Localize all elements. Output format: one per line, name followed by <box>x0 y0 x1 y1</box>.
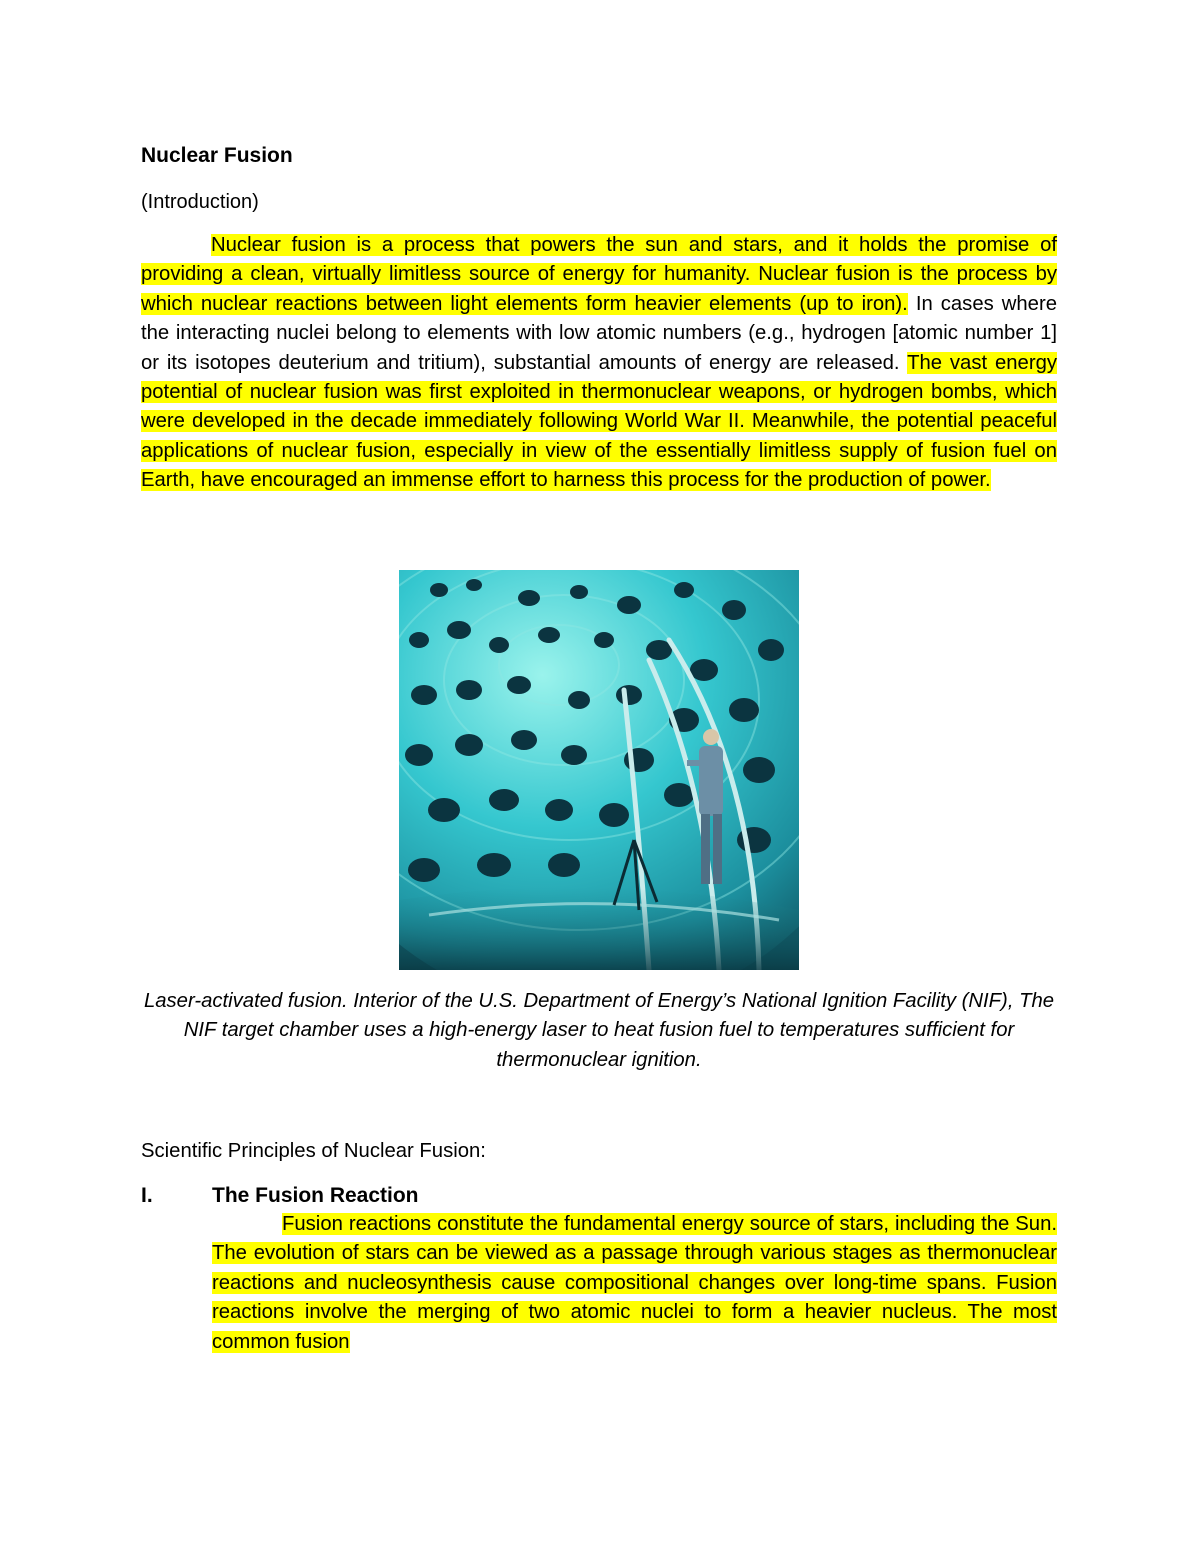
intro-paragraph <box>141 231 1057 496</box>
intro-plain-text: In cases where the interacting nuclei belong to elements with low atomic numbers (e.g., hydrogen [atomic number 1] or its isotopes deuterium and tritium), substantial amounts of energy are released. <box>141 292 1057 374</box>
figure-caption: Laser-activated fusion. Interior of the U.S. Department of Energy’s National Ignition Facility (NIF), The NIF target chamber uses a high-energy laser to heat fusion fuel to temperatures sufficient for thermonuclear ignition. <box>143 990 1055 1071</box>
intro-highlight-2: The vast energy potential of nuclear fusion was first exploited in thermonuclear weapons, or hydrogen bombs, which were developed in the decade immediately following World War II. Meanwhile, the potential peaceful applications of nuclear fusion, especially in view of the essentially limitless supply of fusion fuel on Earth, have encouraged an immense effort to harness this process for the production of power. <box>141 351 1057 492</box>
fusion-reaction-paragraph <box>212 1210 1057 1357</box>
fusion-reaction-highlight: Fusion reactions constitute the fundamental energy source of stars, including the Sun. The evolution of stars can be viewed as a passage through various stages as thermonuclear reactions and nucleosynthesis cause compositional changes over long-time spans. Fusion reactions involve the merging of two atomic nuclei to form a heavier nucleus. The most common fusion <box>212 1213 1057 1353</box>
document-title: Nuclear Fusion <box>141 144 293 167</box>
section-number: I. <box>141 1184 153 1207</box>
section-title: The Fusion Reaction <box>212 1184 419 1207</box>
fusion-chamber-photo <box>399 570 799 970</box>
document-subtitle: (Introduction) <box>141 191 259 213</box>
intro-highlight-1: Nuclear fusion is a process that powers the sun and stars, and it holds the promise of providing a clean, virtually limitless source of energy for humanity. Nuclear fusion is the process by which nuclear reactions between light elements form heavier elements (up to iron). <box>141 234 1057 315</box>
section-heading: Scientific Principles of Nuclear Fusion: <box>141 1140 486 1162</box>
